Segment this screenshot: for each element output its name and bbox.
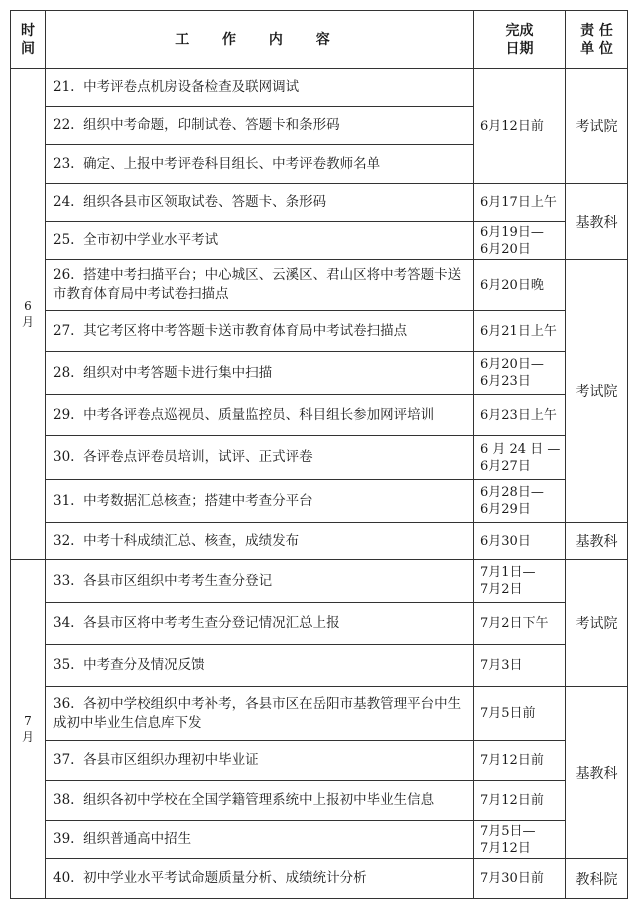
work-cell: 37. 各县市区组织办理初中毕业证: [46, 741, 474, 781]
date-cell: 7月5日— 7月12日: [474, 821, 566, 859]
unit-cell: 教科院: [566, 859, 628, 899]
table-row: [11, 560, 628, 603]
work-cell: 33. 各县市区组织中考考生查分登记: [46, 560, 474, 603]
table-row: [11, 352, 628, 395]
work-cell: 25. 全市初中学业水平考试: [46, 222, 474, 260]
unit-cell: 基教科: [566, 523, 628, 560]
table-row: [11, 603, 628, 645]
work-cell: 38. 组织各初中学校在全国学籍管理系统中上报初中毕业生信息: [46, 781, 474, 821]
table-row: [11, 480, 628, 523]
work-cell: 34. 各县市区将中考考生查分登记情况汇总上报: [46, 603, 474, 645]
date-cell: 7月3日: [474, 645, 566, 687]
schedule-table: [10, 10, 628, 899]
table-row: [11, 687, 628, 741]
table-row: [11, 859, 628, 899]
date-cell: 6月17日上午: [474, 184, 566, 222]
work-cell: 28. 组织对中考答题卡进行集中扫描: [46, 352, 474, 395]
date-cell: 6月30日: [474, 523, 566, 560]
table-row: [11, 523, 628, 560]
table-row: [11, 260, 628, 311]
header-date: 完成 日期: [474, 11, 566, 69]
date-cell: 6月20日— 6月23日: [474, 352, 566, 395]
work-cell: 24. 组织各县市区领取试卷、答题卡、条形码: [46, 184, 474, 222]
table-row: [11, 311, 628, 352]
work-cell: 21. 中考评卷点机房设备检查及联网调试: [46, 69, 474, 107]
unit-cell: 基教科: [566, 184, 628, 260]
work-cell: 23. 确定、上报中考评卷科目组长、中考评卷教师名单: [46, 145, 474, 184]
work-cell: 22. 组织中考命题，印制试卷、答题卡和条形码: [46, 107, 474, 145]
date-cell: 6月20日晚: [474, 260, 566, 311]
date-cell: 7月5日前: [474, 687, 566, 741]
work-cell: 39. 组织普通高中招生: [46, 821, 474, 859]
date-cell: 7月2日下午: [474, 603, 566, 645]
work-cell: 31. 中考数据汇总核查；搭建中考查分平台: [46, 480, 474, 523]
unit-cell: 考试院: [566, 69, 628, 184]
month-july: 7 月: [11, 560, 46, 899]
date-cell: 6月23日上午: [474, 395, 566, 436]
header-unit: 责 任 单 位: [566, 11, 628, 69]
work-cell: 29. 中考各评卷点巡视员、质量监控员、科目组长参加网评培训: [46, 395, 474, 436]
unit-cell: 考试院: [566, 260, 628, 523]
work-cell: 32. 中考十科成绩汇总、核查，成绩发布: [46, 523, 474, 560]
date-cell: 6月21日上午: [474, 311, 566, 352]
work-cell: 26. 搭建中考扫描平台；中心城区、云溪区、君山区将中考答题卡送市教育体育局中考试卷扫描点: [46, 260, 474, 311]
table-row: [11, 436, 628, 480]
table-row: [11, 741, 628, 781]
date-cell: 6 月 24 日 — 6月27日: [474, 436, 566, 480]
table-row: [11, 821, 628, 859]
work-cell: 27. 其它考区将中考答题卡送市教育体育局中考试卷扫描点: [46, 311, 474, 352]
date-cell: 7月30日前: [474, 859, 566, 899]
unit-cell: 基教科: [566, 687, 628, 859]
table-row: [11, 184, 628, 222]
date-cell: 7月12日前: [474, 741, 566, 781]
table-row: [11, 222, 628, 260]
work-cell: 40. 初中学业水平考试命题质量分析、成绩统计分析: [46, 859, 474, 899]
date-cell: 6月12日前: [474, 69, 566, 184]
date-cell: 6月28日— 6月29日: [474, 480, 566, 523]
month-june: 6 月: [11, 69, 46, 560]
date-cell: 6月19日— 6月20日: [474, 222, 566, 260]
table-row: [11, 395, 628, 436]
work-cell: 30. 各评卷点评卷员培训，试评、正式评卷: [46, 436, 474, 480]
header-row: [11, 11, 628, 69]
table-row: [11, 69, 628, 107]
header-time: 时 间: [11, 11, 46, 69]
header-work: 工 作 内 容: [46, 11, 474, 69]
table-row: [11, 781, 628, 821]
work-cell: 35. 中考查分及情况反馈: [46, 645, 474, 687]
date-cell: 7月1日— 7月2日: [474, 560, 566, 603]
unit-cell: 考试院: [566, 560, 628, 687]
work-cell: 36. 各初中学校组织中考补考，各县市区在岳阳市基教管理平台中生成初中毕业生信息库下发: [46, 687, 474, 741]
date-cell: 7月12日前: [474, 781, 566, 821]
table-row: [11, 645, 628, 687]
